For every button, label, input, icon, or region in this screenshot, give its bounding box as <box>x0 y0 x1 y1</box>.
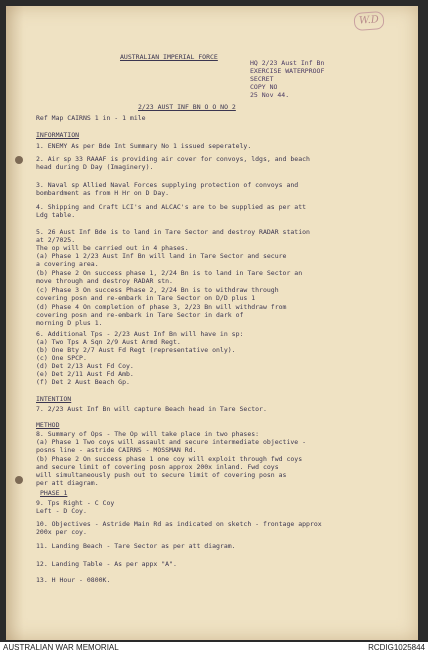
order-line: (c) One SPCP. <box>36 354 87 362</box>
section-heading: INTENTION <box>36 395 72 403</box>
order-line: (b) One Bty 2/7 Aust Fd Regt (representative only). <box>36 346 236 354</box>
handwritten-annotation: W.D <box>353 11 384 31</box>
order-title: 2/23 AUST INF BN O O NO 2 <box>138 103 236 111</box>
order-line: 1. ENEMY As per Bde Int Summary No 1 issued seperately. <box>36 142 252 150</box>
footer-source: AUSTRALIAN WAR MEMORIAL <box>3 643 119 652</box>
order-line: Left - D Coy. <box>36 507 87 515</box>
order-line: covering posn and re-embark in Tare Sector on D/D plus 1 <box>36 294 256 302</box>
order-line: 9. Tps Right - C Coy <box>36 499 115 507</box>
order-line: per att diagram. <box>36 479 99 487</box>
order-line: posns line - astride CAIRNS - MOSSMAN Rd. <box>36 446 197 454</box>
order-line: (d) Phase 4 On completion of phase 3, 2/23 Bn will withdraw from <box>36 303 287 311</box>
order-line: (a) Two Tps A Sqn 2/9 Aust Armd Regt. <box>36 338 181 346</box>
order-line: morning D plus 1. <box>36 319 103 327</box>
section-heading: INFORMATION <box>36 131 80 139</box>
order-line: 6. Additional Tps - 2/23 Aust Inf Bn will have in sp: <box>36 330 244 338</box>
header-classification: SECRET <box>250 75 274 83</box>
order-line: (c) Phase 3 On success Phase 2, 2/24 Bn is to withdraw through <box>36 286 279 294</box>
order-line: covering posn and re-embark in Tare Sector in dark of <box>36 311 244 319</box>
document-title: AUSTRALIAN IMPERIAL FORCE <box>120 53 218 61</box>
punch-hole <box>15 476 23 484</box>
punch-hole <box>15 156 23 164</box>
section-heading: METHOD <box>36 421 60 429</box>
order-line: bombardment as from H Hr on D Day. <box>36 189 170 197</box>
order-line: Ldg table. <box>36 211 76 219</box>
header-copy-no: COPY NO <box>250 83 278 91</box>
order-line: 4. Shipping and Craft LCI's and ALCAC's are to be supplied as per att <box>36 203 307 211</box>
order-line: will simultaneously push out to secure limit of covering posn as <box>36 471 287 479</box>
order-line: (d) Det 2/13 Aust Fd Coy. <box>36 362 134 370</box>
order-line: 11. Landing Beach - Tare Sector as per att diagram. <box>36 542 236 550</box>
order-line: 12. Landing Table - As per appx "A". <box>36 560 177 568</box>
order-line: 5. 26 Aust Inf Bde is to land in Tare Sector and destroy RADAR station <box>36 228 310 236</box>
order-line: (a) Phase 1 2/23 Aust Inf Bn will land in Tare Sector and secure <box>36 252 287 260</box>
header-date: 25 Nov 44. <box>250 91 290 99</box>
order-line: head during D Day (Imaginery). <box>36 163 154 171</box>
order-line: 10. Objectives - Astride Main Rd as indicated on sketch - frontage approx <box>36 520 322 528</box>
order-line: (e) Det 2/11 Aust Fd Amb. <box>36 370 134 378</box>
section-heading: PHASE 1 <box>40 489 68 497</box>
order-line: and secure limit of covering posn approx 200x inland. Fwd coys <box>36 463 279 471</box>
order-line: 7. 2/23 Aust Inf Bn will capture Beach head in Tare Sector. <box>36 405 267 413</box>
order-line: (a) Phase 1 Two coys will assault and secure intermediate objective - <box>36 438 307 446</box>
order-line: 13. H Hour - 0800K. <box>36 576 111 584</box>
order-line: The op will be carried out in 4 phases. <box>36 244 189 252</box>
footer-bar <box>0 642 428 654</box>
order-line: a covering area. <box>36 260 99 268</box>
order-line: (b) Phase 2 On success phase 1 one coy will exploit through fwd coys <box>36 455 303 463</box>
map-reference: Ref Map CAIRNS 1 in - 1 mile <box>36 114 146 122</box>
order-line: 2. Air sp 33 RAAAF is providing air cover for convoys, ldgs, and beach <box>36 155 310 163</box>
order-line: at 2/7025. <box>36 236 76 244</box>
footer-record-id: RCDIG1025844 <box>368 643 425 652</box>
order-line: 200x per coy. <box>36 528 87 536</box>
order-line: 3. Naval sp Allied Naval Forces supplying protection of convoys and <box>36 181 299 189</box>
order-line: move through and destroy RADAR stn. <box>36 277 173 285</box>
header-exercise: EXERCISE WATERPROOF <box>250 67 325 75</box>
order-line: (f) Det 2 Aust Beach Gp. <box>36 378 130 386</box>
order-line: 8. Summary of Ops - The Op will take place in two phases: <box>36 430 260 438</box>
order-line: (b) Phase 2 On success phase 1, 2/24 Bn is to land in Tare Sector an <box>36 269 303 277</box>
header-unit: HQ 2/23 Aust Inf Bn <box>250 59 325 67</box>
